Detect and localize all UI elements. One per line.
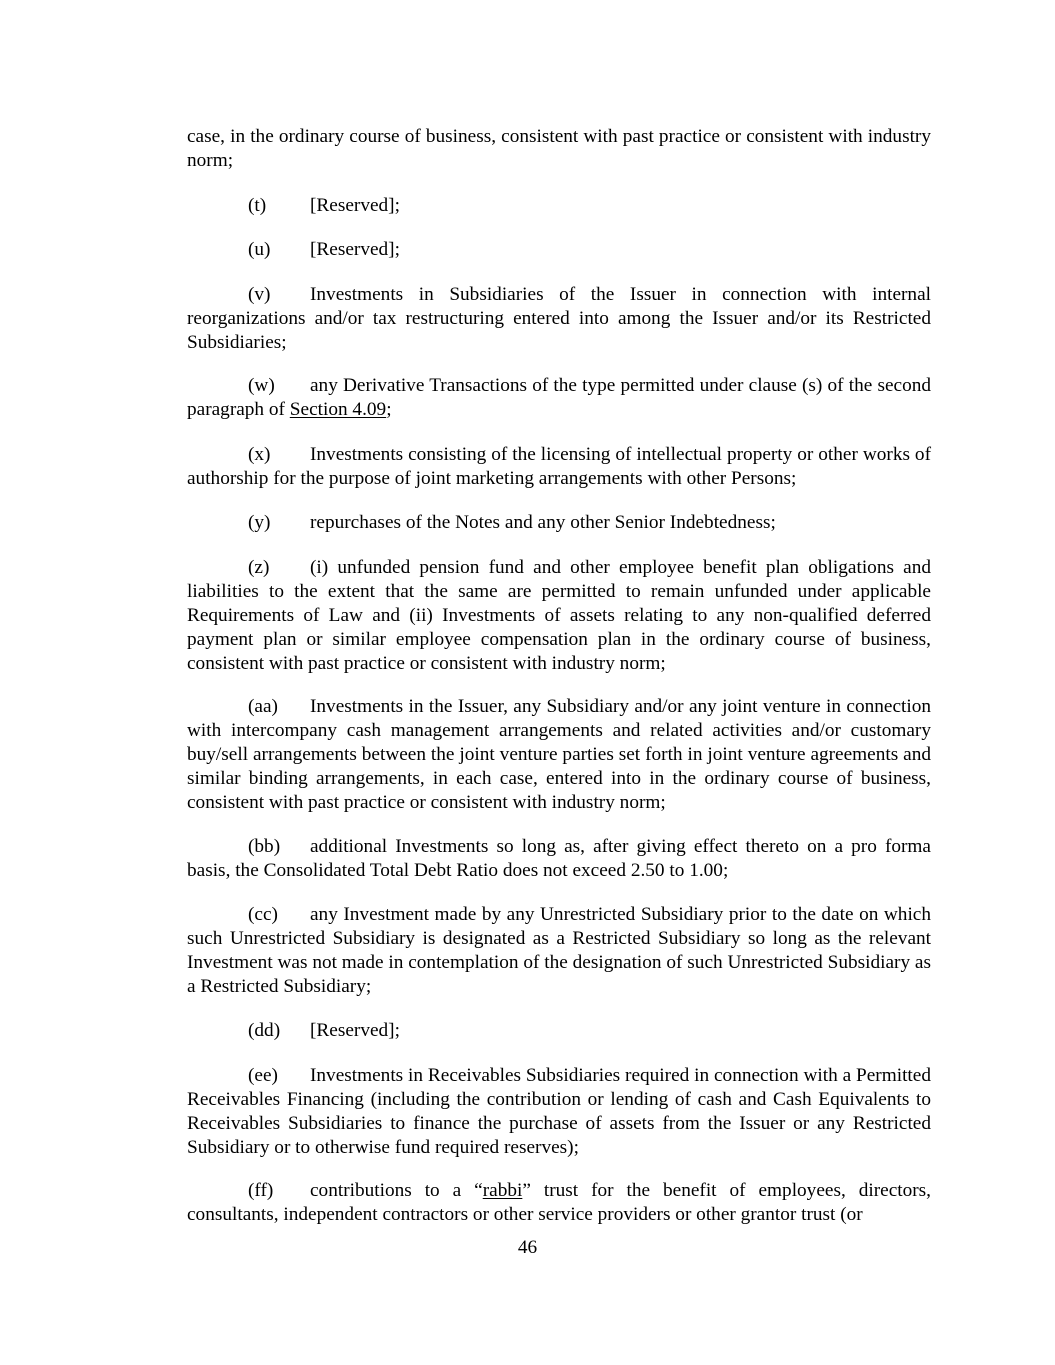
clause-text-end: ” trust for the benefit of employees, directors, consultants, independent contractors or other service providers or other grantor trust (or — [187, 1180, 931, 1225]
clause-text: repurchases of the Notes and any other Senior Indebtedness; — [310, 512, 776, 533]
page-number: 46 — [517, 1237, 538, 1258]
clause-label: (ee) — [248, 1065, 278, 1086]
clause-u — [187, 238, 931, 262]
clause-bb — [187, 835, 931, 883]
clause-label: (ff) — [248, 1180, 274, 1201]
clause-text: contributions to a “ — [310, 1180, 483, 1201]
clause-label: (y) — [248, 512, 271, 533]
clause-ff — [187, 1179, 931, 1227]
clause-text: Investments in the Issuer, any Subsidiary and/or any joint venture in connection with intercompany cash management arrangements and related activities and/or customary buy/sell arrangements between the joint venture parties set forth in joint venture agreements and similar binding arrangements, in each case, entered into in the ordinary course of business, consistent with past practice or consistent with industry norm; — [187, 696, 931, 813]
clause-text: additional Investments so long as, after giving effect thereto on a pro forma basis, the Consolidated Total Debt Ratio does not exceed 2.50 to 1.00; — [187, 836, 931, 881]
clause-text-end: ; — [386, 399, 392, 420]
clause-label: (dd) — [248, 1020, 281, 1041]
clause-v — [187, 283, 931, 355]
clause-label: (u) — [248, 239, 271, 260]
clause-x — [187, 443, 931, 491]
intro-paragraph: case, in the ordinary course of business, consistent with past practice or consistent with industry norm; — [187, 126, 931, 171]
clause-label: (z) — [248, 557, 270, 578]
clause-dd — [187, 1019, 931, 1043]
clause-w — [187, 374, 931, 422]
clause-text: [Reserved]; — [310, 195, 400, 216]
clause-label: (x) — [248, 444, 271, 465]
clause-t — [187, 194, 931, 218]
clause-text: Investments in Receivables Subsidiaries required in connection with a Permitted Receivables Financing (including the contribution or lending of cash and Cash Equivalents to Receivables Subsidiaries to finance the purchase of assets from the Issuer or any Restricted Subsidiary or to otherwise fund required reserves); — [187, 1065, 931, 1158]
clause-text: [Reserved]; — [310, 239, 400, 260]
clause-label: (v) — [248, 284, 271, 305]
clause-cc — [187, 903, 931, 999]
clause-z — [187, 556, 931, 676]
clause-label: (w) — [248, 375, 275, 396]
clause-text: (i) unfunded pension fund and other employee benefit plan obligations and liabilities to the extent that the same are permitted to remain unfunded under applicable Requirements of Law and (ii) Investments of assets relating to any non-qualified deferred payment plan or similar employee compensation plan in the ordinary course of business, consistent with past practice or consistent with industry norm; — [187, 557, 931, 674]
clause-text: Investments consisting of the licensing of intellectual property or other works of authorship for the purpose of joint marketing arrangements with other Persons; — [187, 444, 931, 489]
rabbi-term: rabbi — [482, 1180, 523, 1201]
clause-label: (bb) — [248, 836, 281, 857]
clause-label: (aa) — [248, 696, 278, 717]
clause-text: any Derivative Transactions of the type permitted under clause (s) of the second paragraph of — [187, 375, 931, 420]
clause-label: (cc) — [248, 904, 278, 925]
clause-text: [Reserved]; — [310, 1020, 400, 1041]
section-link[interactable]: Section 4.09 — [289, 399, 387, 420]
clause-text: Investments in Subsidiaries of the Issuer in connection with internal reorganizations and/or tax restructuring entered into among the Issuer and/or its Restricted Subsidiaries; — [187, 284, 931, 353]
clause-ee — [187, 1064, 931, 1160]
clause-text: any Investment made by any Unrestricted Subsidiary prior to the date on which such Unrestricted Subsidiary is designated as a Restricted Subsidiary so long as the relevant Investment was not made in contemplation of the designation of such Unrestricted Subsidiary as a Restricted Subsidiary; — [187, 904, 931, 997]
clause-label: (t) — [248, 195, 267, 216]
clause-y — [187, 511, 931, 535]
clause-aa — [187, 695, 931, 815]
